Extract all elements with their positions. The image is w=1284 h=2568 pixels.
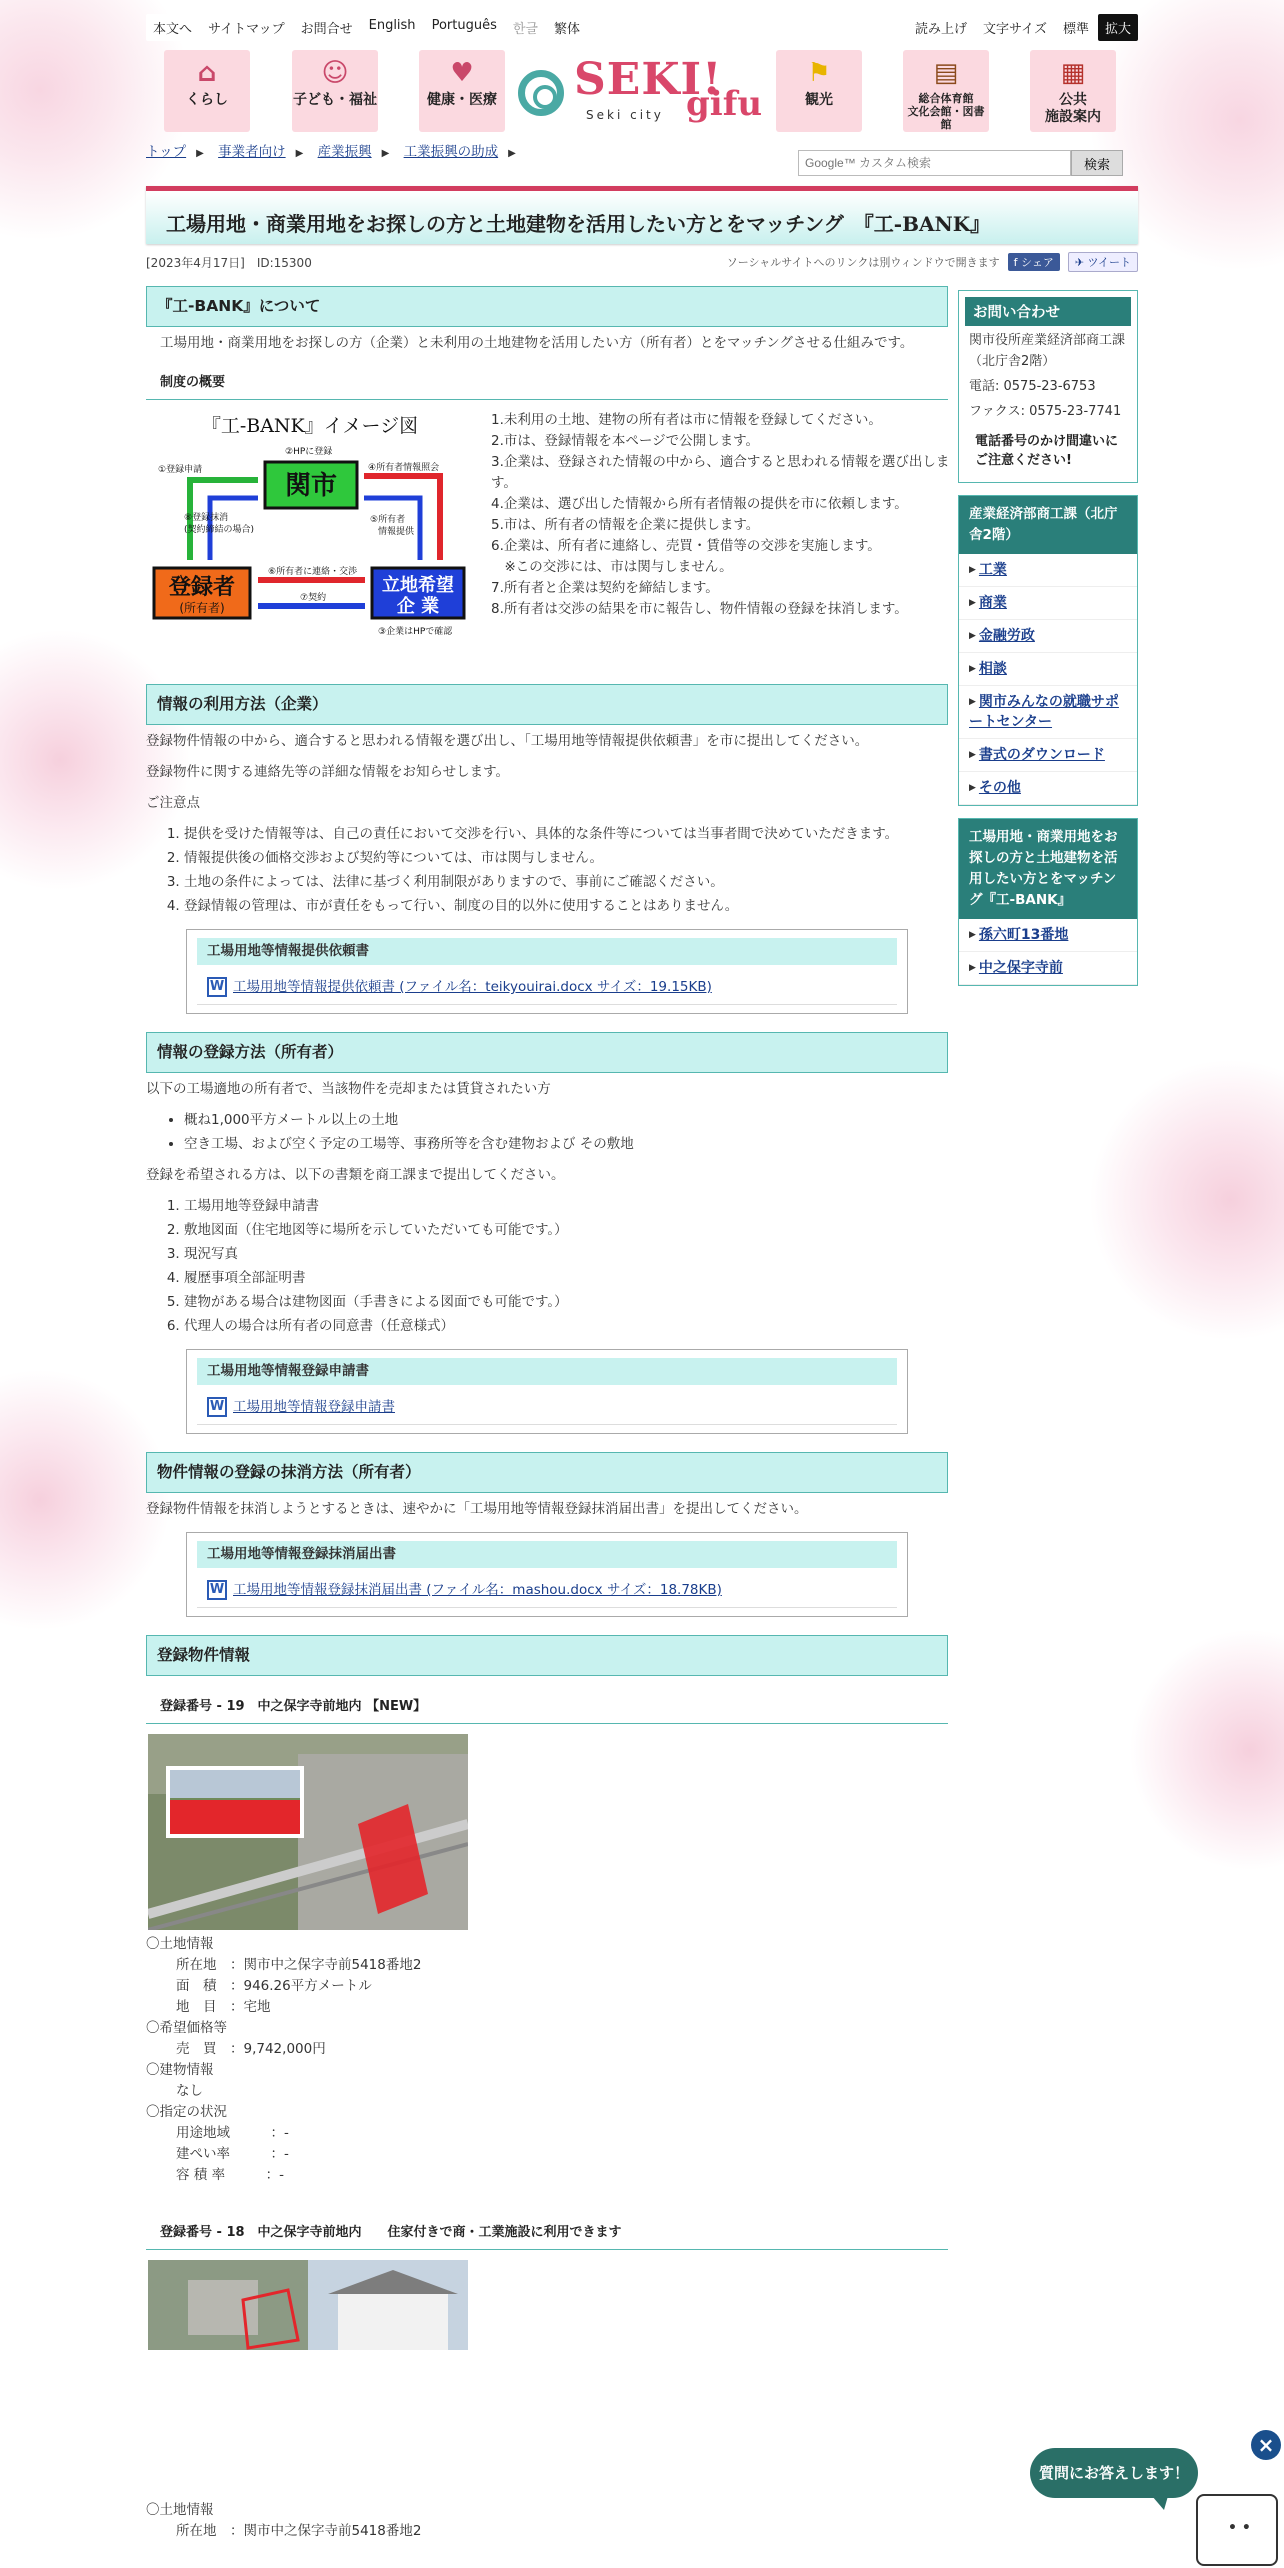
page-menu-heading: 工場用地・商業用地をお探しの方と土地建物を活用したい方とをマッチング『工-BANK』	[959, 819, 1137, 919]
heart-icon: ♥	[450, 58, 474, 88]
chatbot-button[interactable]: 質問にお答えします！	[1030, 2448, 1198, 2498]
site-logo[interactable]: SEKI! gifu Seki city	[516, 50, 766, 132]
download-box-register: 工場用地等情報登録申請書 W 工場用地等情報登録申請書	[186, 1349, 908, 1434]
svg-text:『工-BANK』イメージ図: 『工-BANK』イメージ図	[201, 415, 419, 437]
font-standard-button[interactable]: 標準	[1056, 14, 1096, 41]
download-box-request: 工場用地等情報提供依頼書 W 工場用地等情報提供依頼書 (ファイル名：teikyouirai.docx サイズ：19.15KB)	[186, 929, 908, 1014]
list-item: 6. 代理人の場合は所有者の同意書（任意様式）	[184, 1316, 948, 1337]
sitemap-link[interactable]: サイトマップ	[201, 14, 292, 41]
nav-public-facilities[interactable]: ▦ 公共 施設案内	[1030, 50, 1116, 132]
side-link-forms-download[interactable]: 書式のダウンロード	[978, 747, 1105, 763]
svg-text:⑦契約: ⑦契約	[300, 593, 327, 603]
dept-menu	[958, 495, 1138, 806]
breadcrumb-top[interactable]: トップ	[146, 144, 187, 160]
dept-menu-heading: 産業経済部商工課（北庁舎2階）	[959, 496, 1137, 554]
svg-text:③企業はHPで確認: ③企業はHPで確認	[378, 627, 453, 637]
contact-dept: 関市役所産業経済部商工課（北庁舎2階）	[969, 333, 1126, 369]
svg-text:⑤所有者: ⑤所有者	[370, 515, 406, 525]
usage-p1: 登録物件情報の中から、適合すると思われる情報を選び出し、「工場用地等情報提供依頼書」を市に提出してください。	[146, 733, 869, 749]
contact-phone: 電話: 0575-23-6753	[969, 379, 1096, 394]
svg-text:(所有者): (所有者)	[179, 601, 225, 615]
usage-caution-label: ご注意点	[146, 795, 200, 811]
side-link-job-support[interactable]: 関市みんなの就職サポートセンター	[969, 694, 1119, 730]
svg-text:①登録申請: ①登録申請	[158, 465, 203, 475]
listing-19-aerial-photo[interactable]	[148, 1734, 468, 1930]
chinese-link[interactable]: 繁体	[547, 14, 587, 41]
svg-text:(契約締結の場合): (契約締結の場合)	[184, 525, 255, 535]
twitter-tweet-button[interactable]: ✈ ツイート	[1068, 252, 1138, 272]
top-utility-bar	[146, 14, 1138, 42]
breadcrumb-business[interactable]: 事業者向け	[218, 144, 286, 160]
side-link-nakanoho[interactable]: 中之保字寺前	[978, 960, 1063, 976]
building-icon: ▦	[1060, 58, 1086, 88]
breadcrumb-industry[interactable]: 産業振興	[317, 144, 372, 160]
download-request-link[interactable]: 工場用地等情報提供依頼書 (ファイル名：teikyouirai.docx サイズ：19.15KB)	[233, 979, 712, 995]
svg-text:④所有者情報照会: ④所有者情報照会	[368, 463, 440, 473]
svg-text:登録者: 登録者	[168, 575, 236, 600]
overview-steps: 1.未利用の土地、建物の所有者は市に情報を登録してください。 2.市は、登録情報を本ページで公開します。 3.企業は、登録された情報の中から、適合すると思われる情報を選び出します。 4.企業は、選び出した情報から所有者情報の提供を市に依頼します。 5.市は、所有者の情報を企業に提供します。 6.企業は、所有者に連絡し、売買・賃借等の交渉を実施します。 ※この交渉には、市は関与しません。 7.所有者と企業は契約を締結します。 8.所有者は交渉の結果を市に報告し、物件情報の登録を抹消します。	[491, 412, 950, 617]
word-file-icon: W	[207, 1397, 227, 1417]
page-id: ID:15300	[256, 256, 312, 270]
side-link-industry[interactable]: 工業	[978, 562, 1007, 578]
register-p2: 登録を希望される方は、以下の書類を商工課まで提出してください。	[146, 1167, 565, 1183]
list-item: 2. 敷地図面（住宅地図等に場所を示していただいても可能です。）	[184, 1220, 948, 1241]
side-link-other[interactable]: その他	[978, 780, 1021, 796]
page-menu	[958, 818, 1138, 986]
svg-text:企 業: 企 業	[396, 596, 440, 617]
book-icon: ▤	[933, 58, 959, 88]
overview-subheading: 制度の概要	[146, 366, 948, 400]
page-title: 工場用地・商業用地をお探しの方と土地建物を活用したい方とをマッチング 『工-BANK』	[166, 212, 991, 236]
listing-19-title: 登録番号 - 19 中之保字寺前地内 【NEW】	[146, 1690, 948, 1724]
contact-warning[interactable]: 電話番号のかけ間違いにご注意ください!	[975, 434, 1119, 468]
page-date: [2023年4月17日]	[146, 256, 245, 270]
chat-close-icon[interactable]: ×	[1251, 2430, 1281, 2460]
side-link-commerce[interactable]: 商業	[978, 595, 1007, 611]
breadcrumb-subsidy[interactable]: 工業振興の助成	[403, 144, 499, 160]
register-docs-list	[184, 1196, 948, 1337]
listing-18-title: 登録番号 - 18 中之保字寺前地内 住家付きで商・工業施設に利用できます	[146, 2216, 948, 2250]
kbank-diagram	[150, 410, 470, 650]
list-item: • 概ね1,000平方メートル以上の土地	[184, 1110, 948, 1131]
side-link-finance-labor[interactable]: 金融労政	[978, 628, 1035, 644]
side-link-magoroku[interactable]: 孫六町13番地	[978, 927, 1069, 943]
chevron-right-icon: ▶	[196, 148, 204, 159]
facebook-share-button[interactable]: f シェア	[1008, 253, 1060, 271]
usage-notes-list	[184, 824, 948, 917]
contact-link[interactable]: お問合せ	[294, 14, 360, 41]
download-box-cancel: 工場用地等情報登録抹消届出書 W 工場用地等情報登録抹消届出書 (ファイル名：mashou.docx サイズ：18.78KB)	[186, 1532, 908, 1617]
contact-box	[958, 290, 1138, 483]
top-left-links	[146, 14, 587, 41]
nav-living[interactable]: ⌂ くらし	[164, 50, 250, 132]
english-link[interactable]: English	[362, 14, 423, 41]
search-button[interactable]: 検索	[1071, 150, 1123, 176]
listings-heading: 登録物件情報	[146, 1635, 948, 1676]
svg-text:⑥所有者に連絡・交渉: ⑥所有者に連絡・交渉	[268, 567, 358, 577]
social-bar	[727, 252, 1138, 272]
side-link-consultation[interactable]: 相談	[978, 661, 1007, 677]
site-search	[798, 150, 1128, 176]
breadcrumb	[146, 140, 526, 160]
register-bullets	[184, 1110, 948, 1155]
top-right-tools	[908, 14, 1138, 41]
list-item: 3. 現況写真	[184, 1244, 948, 1265]
listing-19-details: 〇土地情報 所在地 ：関市中之保字寺前5418番地2 面 積 ：946.26平方メートル 地 目 ：宅地 〇希望価格等 売 買 ：9,742,000円 〇建物情報 なし 〇指定の状況 用途地域 ：- 建ぺい率 ：- 容 積 率 ：-	[146, 1936, 422, 2183]
svg-text:関市: 関市	[284, 471, 338, 501]
family-icon: ☺	[321, 58, 349, 88]
logo-mark-icon	[518, 70, 564, 116]
font-large-button[interactable]: 拡大	[1098, 14, 1138, 41]
svg-text:⑧登録抹消: ⑧登録抹消	[184, 513, 229, 523]
word-file-icon: W	[207, 977, 227, 997]
chevron-right-icon: ▶	[508, 148, 516, 159]
main-nav	[146, 50, 1138, 132]
list-item: 4. 登録情報の管理は、市が責任をもって行い、制度の目的以外に使用することはありません。	[184, 896, 948, 917]
download-register-link[interactable]: 工場用地等情報登録申請書	[233, 1399, 395, 1415]
about-intro: 工場用地・商業用地をお探しの方（企業）と未利用の土地建物を活用したい方（所有者）とをマッチングさせる仕組みです。	[160, 335, 914, 351]
listing-18-details: 〇土地情報 所在地 ：関市中之保字寺前5418番地2	[146, 2502, 422, 2539]
usage-heading: 情報の利用方法（企業）	[146, 684, 948, 725]
skip-to-content-link[interactable]: 本文へ	[146, 14, 199, 41]
word-file-icon: W	[207, 1580, 227, 1600]
register-p1: 以下の工場適地の所有者で、当該物件を売却または賃貸されたい方	[146, 1081, 551, 1097]
nav-tourism[interactable]: ⚑ 観光	[776, 50, 862, 132]
social-note: ソーシャルサイトへのリンクは別ウィンドウで開きます	[726, 256, 1000, 269]
listing-18-photo[interactable]	[148, 2260, 468, 2350]
cancel-heading: 物件情報の登録の抹消方法（所有者）	[146, 1452, 948, 1493]
list-item: 1. 提供を受けた情報等は、自己の責任において交渉を行い、具体的な条件等については当事者間で決めていただきます。	[184, 824, 948, 845]
list-item: 1. 工場用地等登録申請書	[184, 1196, 948, 1217]
svg-text:②HPに登録: ②HPに登録	[285, 447, 333, 457]
list-item: 4. 履歴事項全部証明書	[184, 1268, 948, 1289]
nav-health[interactable]: ♥ 健康・医療	[419, 50, 505, 132]
flag-icon: ⚑	[807, 58, 831, 88]
chevron-right-icon: ▶	[381, 148, 390, 159]
page-meta	[146, 254, 312, 271]
sidebar	[958, 290, 1138, 998]
korean-link[interactable]: 한글	[506, 14, 545, 41]
nav-gym-culture-library[interactable]: ▤ 総合体育館 文化会館・図書館	[903, 50, 989, 132]
register-heading: 情報の登録方法（所有者）	[146, 1032, 948, 1073]
svg-text:立地希望: 立地希望	[382, 575, 454, 596]
overview-section	[146, 410, 948, 666]
list-item: 2. 情報提供後の価格交渉および契約等については、市は関与しません。	[184, 848, 948, 869]
nav-children-welfare[interactable]: ☺ 子ども・福祉	[292, 50, 378, 132]
about-heading: 『工-BANK』について	[146, 286, 948, 327]
chevron-right-icon: ▶	[295, 148, 304, 159]
download-cancel-link[interactable]: 工場用地等情報登録抹消届出書 (ファイル名：mashou.docx サイズ：18.78KB)	[233, 1582, 722, 1598]
contact-fax: ファクス: 0575-23-7741	[969, 404, 1122, 419]
font-size-label: 文字サイズ	[976, 14, 1054, 41]
read-aloud-button[interactable]: 読み上げ	[908, 14, 974, 41]
search-input[interactable]	[798, 150, 1071, 176]
portuguese-link[interactable]: Português	[425, 14, 504, 41]
list-item: • 空き工場、および空く予定の工場等、事務所等を含む建物および その敷地	[184, 1134, 948, 1155]
list-item: 5. 建物がある場合は建物図面（手書きによる図面でも可能です。）	[184, 1292, 948, 1313]
chatbot-mascot-icon[interactable]	[1196, 2494, 1278, 2566]
house-icon: ⌂	[197, 58, 217, 88]
cancel-p1: 登録物件情報を抹消しようとするときは、速やかに「工場用地等情報登録抹消届出書」を提出してください。	[146, 1501, 808, 1517]
main-content	[146, 286, 948, 2542]
svg-text:情報提供: 情報提供	[378, 527, 415, 537]
contact-heading: お問い合わせ	[965, 297, 1131, 326]
list-item: 3. 土地の条件によっては、法律に基づく利用制限がありますので、事前にご確認ください。	[184, 872, 948, 893]
usage-p2: 登録物件に関する連絡先等の詳細な情報をお知らせします。	[146, 764, 510, 780]
bird-icon: ✈	[1074, 256, 1085, 269]
page-title-box	[146, 186, 1138, 244]
